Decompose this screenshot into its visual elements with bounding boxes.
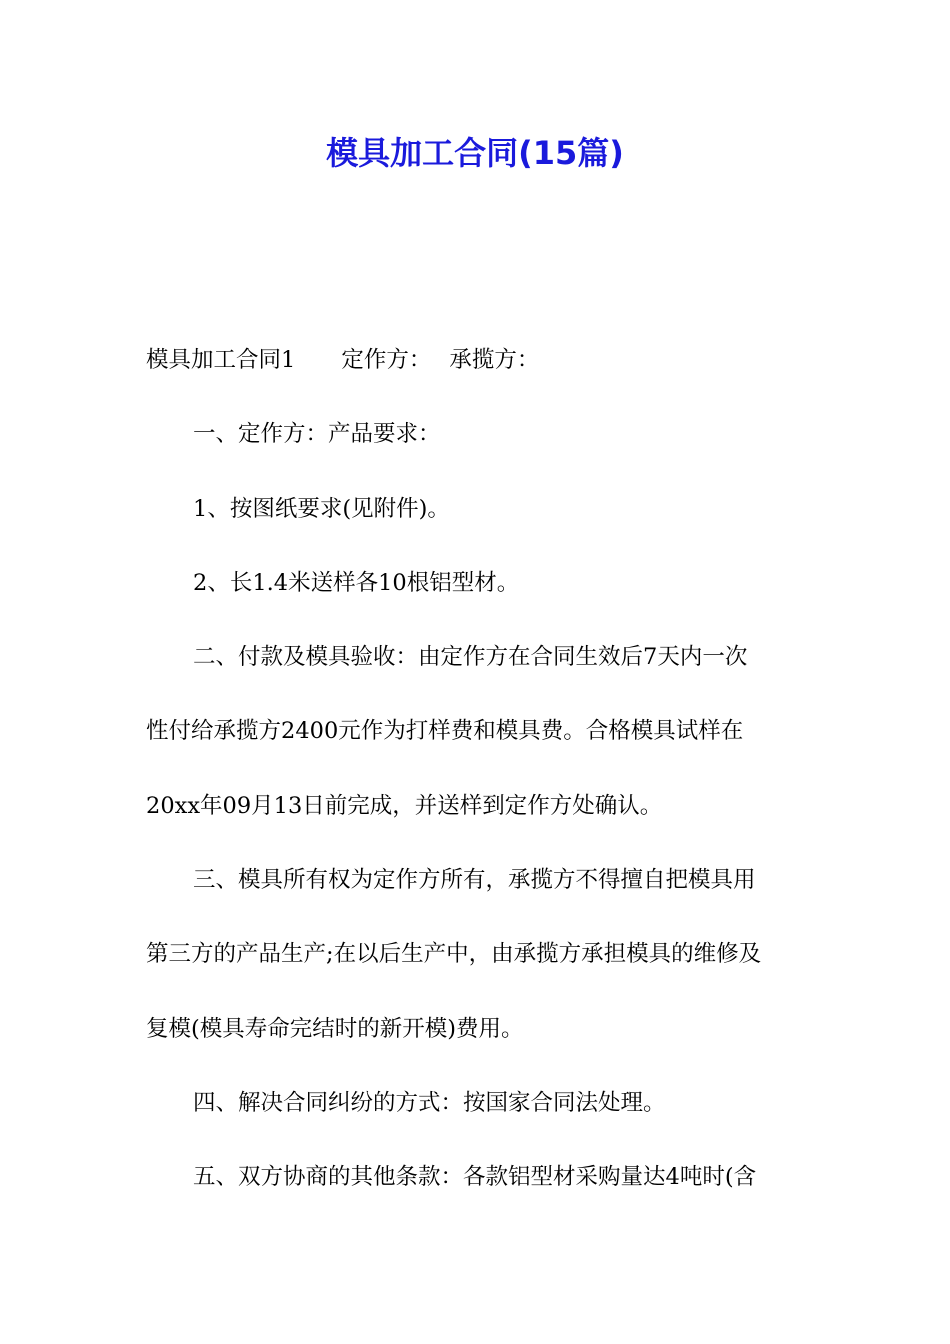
paragraph-line: 20xx年09月13日前完成，并送样到定作方处确认。	[146, 792, 663, 819]
party-b-label: 承揽方：	[449, 347, 540, 373]
paragraph-line: 2、长1.4米送样各10根铝型材。	[193, 569, 520, 596]
paragraph-line: 四、解决合同纠纷的方式：按国家合同法处理。	[193, 1089, 666, 1116]
paragraph-line: 性付给承揽方2400元作为打样费和模具费。合格模具试样在	[146, 718, 744, 745]
paragraph-line: 第三方的产品生产;在以后生产中，由承揽方承担模具的维修及	[146, 941, 762, 968]
paragraph-line: 1、按图纸要求(见附件)。	[193, 495, 450, 522]
document-title: 模具加工合同(15篇)	[326, 134, 624, 172]
paragraph-line: 三、模具所有权为定作方所有，承揽方不得擅自把模具用	[193, 867, 756, 894]
paragraph-line: 一、定作方：产品要求：	[193, 421, 441, 448]
paragraph-line: 五、双方协商的其他条款：各款铝型材采购量达4吨时(含	[193, 1164, 757, 1191]
contract-name: 模具加工合同1	[146, 347, 296, 373]
contract-header-line	[146, 335, 810, 409]
party-a-label: 定作方：	[341, 347, 432, 373]
paragraph-line: 二、付款及模具验收：由定作方在合同生效后7天内一次	[193, 644, 748, 671]
document-body	[146, 335, 810, 1227]
paragraph-line: 复模(模具寿命完结时的新开模)费用。	[146, 1015, 524, 1042]
